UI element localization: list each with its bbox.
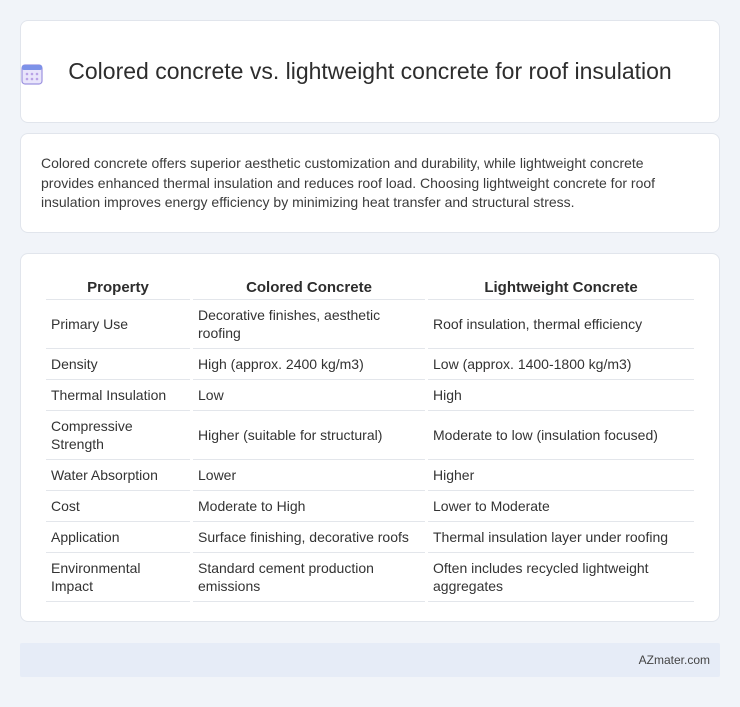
calendar-icon <box>20 62 44 86</box>
property-cell: Thermal Insulation <box>46 380 190 411</box>
colored-cell: Surface finishing, decorative roofs <box>193 522 425 553</box>
colored-cell: Moderate to High <box>193 491 425 522</box>
table-row <box>46 491 694 522</box>
header-lightweight-concrete: Lightweight Concrete <box>428 274 694 300</box>
table-row <box>46 460 694 491</box>
property-cell: Application <box>46 522 190 553</box>
table-header-row <box>46 274 694 300</box>
table-row <box>46 349 694 380</box>
lightweight-cell: Often includes recycled lightweight aggregates <box>428 553 694 602</box>
property-cell: Primary Use <box>46 300 190 349</box>
property-cell: Density <box>46 349 190 380</box>
table-row <box>46 553 694 602</box>
colored-cell: Lower <box>193 460 425 491</box>
property-cell: Water Absorption <box>46 460 190 491</box>
footer-bar <box>20 643 720 677</box>
lightweight-cell: Thermal insulation layer under roofing <box>428 522 694 553</box>
colored-cell: Higher (suitable for structural) <box>193 411 425 460</box>
title-card <box>20 20 720 123</box>
colored-cell: High (approx. 2400 kg/m3) <box>193 349 425 380</box>
header-colored-concrete: Colored Concrete <box>193 274 425 300</box>
lightweight-cell: Lower to Moderate <box>428 491 694 522</box>
table-row <box>46 522 694 553</box>
property-cell: Environmental Impact <box>46 553 190 602</box>
header-property: Property <box>46 274 190 300</box>
colored-cell: Decorative finishes, aesthetic roofing <box>193 300 425 349</box>
colored-cell: Standard cement production emissions <box>193 553 425 602</box>
table-card <box>20 253 720 622</box>
footer-brand: AZmater.com <box>638 653 710 667</box>
summary-text: Colored concrete offers superior aesthetic customization and durability, while lightweight concrete provides enhanced thermal insulation and reduces roof load. Choosing lightweight concrete for roof insulation improves energy efficiency by minimizing heat transfer and structural stress. <box>41 155 656 210</box>
table-row <box>46 411 694 460</box>
colored-cell: Low <box>193 380 425 411</box>
lightweight-cell: Roof insulation, thermal efficiency <box>428 300 694 349</box>
lightweight-cell: Low (approx. 1400-1800 kg/m3) <box>428 349 694 380</box>
property-cell: Cost <box>46 491 190 522</box>
lightweight-cell: Higher <box>428 460 694 491</box>
table-row <box>46 300 694 349</box>
summary-card <box>20 133 720 233</box>
lightweight-cell: High <box>428 380 694 411</box>
table-row <box>46 380 694 411</box>
title-wrap <box>68 57 671 86</box>
property-cell: Compressive Strength <box>46 411 190 460</box>
page-title: Colored concrete vs. lightweight concrete for roof insulation <box>68 58 672 84</box>
comparison-table <box>43 274 697 602</box>
lightweight-cell: Moderate to low (insulation focused) <box>428 411 694 460</box>
